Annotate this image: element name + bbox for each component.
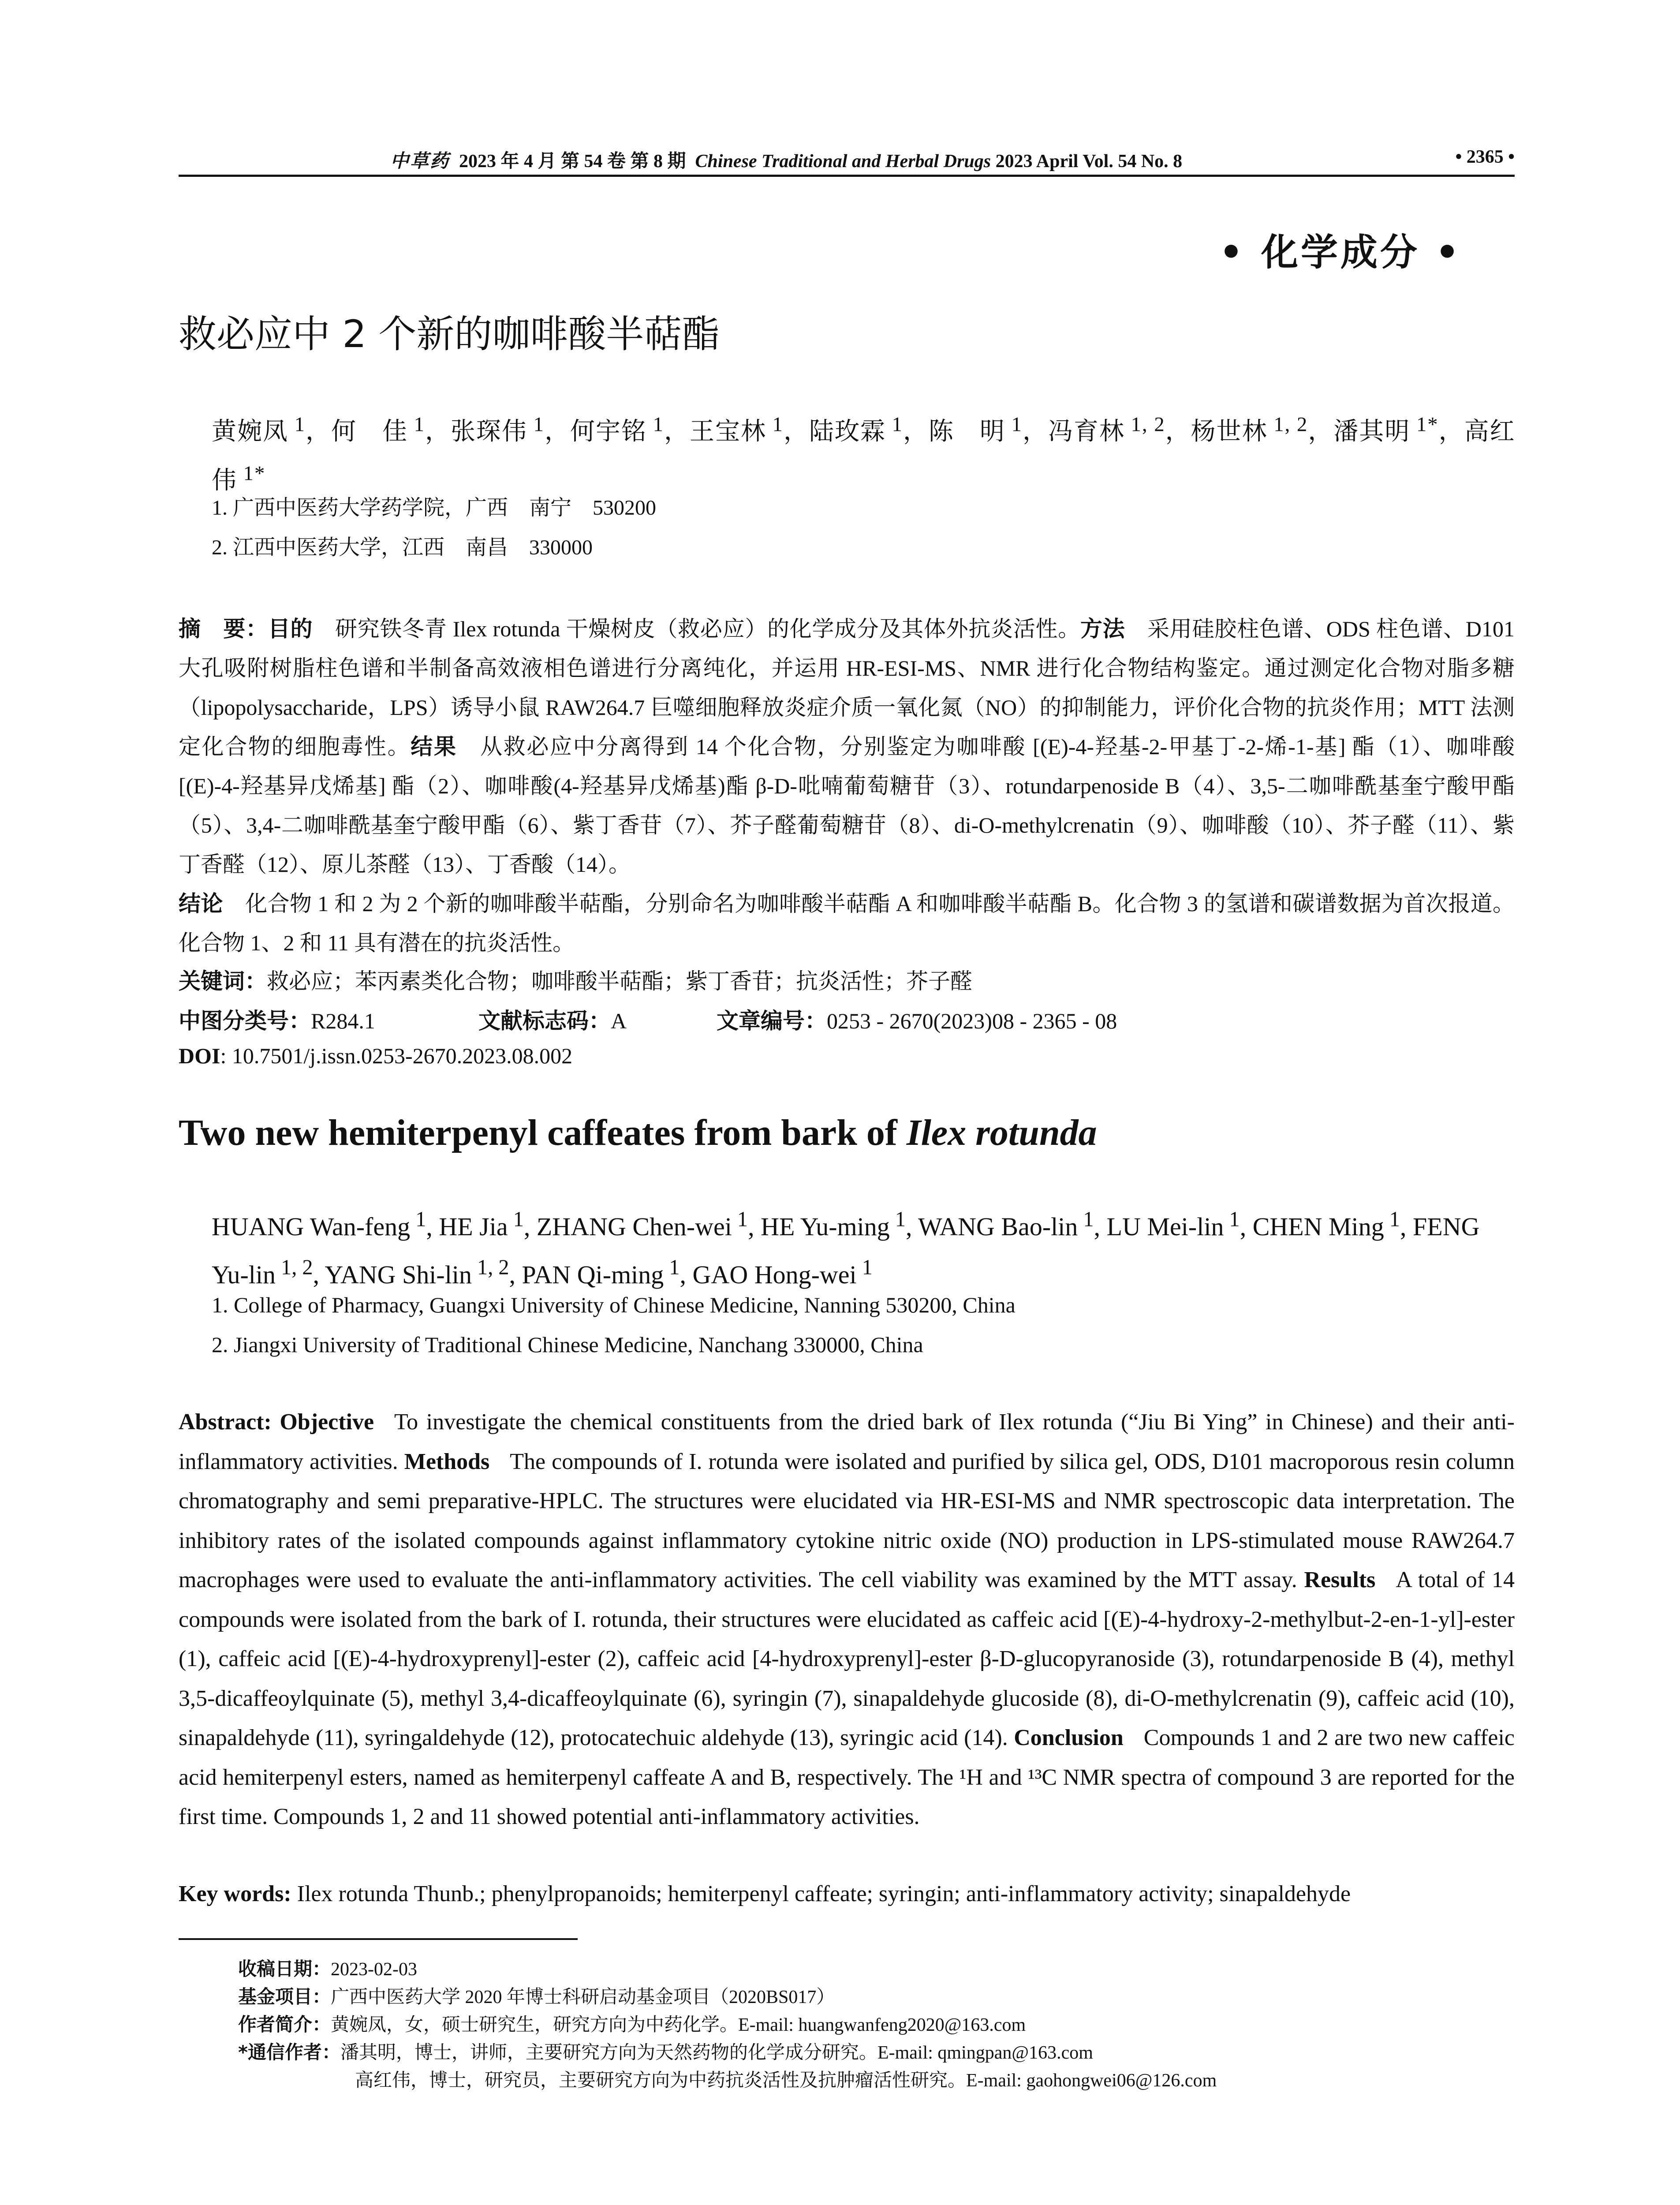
title-en-italic: Ilex rotunda — [906, 1112, 1097, 1153]
authors-en: HUANG Wan-feng $^1$, HE Jia $^1$, ZHANG Chen-wei $^1$, HE Yu-ming $^1$, WANG Bao-lin $^1$, LU Mei-lin $^1$, CHEN Ming $^1$, FENG Yu-lin $^{1, 2}$, YANG Shi-lin $^{1, 2}$, PAN Qi-ming $^1$, GAO Hong-wei $^1$ — [212, 1208, 1480, 1289]
results-label-en: Results — [1304, 1567, 1376, 1592]
footnote-label: 作者简介： — [238, 2014, 331, 2035]
author-name: 陆玫霖 — [809, 418, 886, 445]
author — [331, 413, 425, 445]
footnote-author-bio — [238, 2010, 1517, 2038]
abstract-label-cn: 摘 要： — [179, 616, 268, 642]
results-text-en: A total of 14 compounds were isolated from the bark of I. rotunda, their structures were elucidated as caffeic acid [(E)-4-hydroxy-2-methylbut-2-en-1-yl]-ester (1), caffeic acid [(E)-4-hydroxyprenyl]-ester (2), caffeic acid [4-hydroxyprenyl]-ester β-D-glucopyranoside (3), rotundarpenoside B (4), methyl 3,5-dicaffeoylquinate (5), methyl 3,4-dicaffeoylquinate (6), syringin (7), sinapaldehyde glucoside (8), di-O-methylcrenatin (9), caffeic acid (10), sinapaldehyde (11), syringaldehyde (12), protocatechuic aldehyde (13), syringic acid (14). — [179, 1567, 1515, 1750]
doc-code-label: 文献标志码： — [478, 1008, 611, 1034]
author-affiliation-mark: 1 — [766, 413, 784, 436]
author-affiliation-mark: 1 — [889, 1208, 906, 1231]
author — [692, 1256, 873, 1289]
author — [1106, 1208, 1240, 1241]
authors-cn: 黄婉凤 $^1$，何 佳 $^1$，张琛伟 $^1$，何宇铭 $^1$，王宝林 $^1$，陆玫霖 $^1$，陈 明 $^1$，冯育林 $^{1, 2}$，杨世林 $^{1, 2}$，潘其明 $^{1*}$，高红伟 $^{1*}$ — [212, 413, 1516, 495]
author-affiliation-mark: 1 — [1384, 1208, 1400, 1231]
results-text-cn: 从救必应中分离得到 14 个化合物，分别鉴定为咖啡酸 [(E)-4-羟基-2-甲基丁-2-烯-1-基] 酯（1）、咖啡酸 [(E)-4-羟基异戊烯基] 酯（2）、咖啡酸(4-羟基异戊烯基)酯 β-D-吡喃葡萄糖苷（3）、rotundarpenoside B（4）、3,5-二咖啡酰基奎宁酸甲酯（5）、3,4-二咖啡酰基奎宁酸甲酯（6）、紫丁香苷（7）、芥子醛葡萄糖苷（8）、di-O-methylcrenatin（9）、咖啡酸（10）、芥子醛（11）、紫丁香醛（12）、原儿茶醛（13）、丁香酸（14）。 — [179, 734, 1515, 877]
author — [809, 413, 903, 445]
author-affiliation-mark: 1* — [1410, 413, 1439, 436]
clc-value: R284.1 — [311, 1009, 375, 1033]
affiliation-en-1: 1. College of Pharmacy, Guangxi University of Chinese Medicine, Nanning 530200, China — [212, 1293, 1015, 1317]
author-affiliation-mark: 1, 2 — [1125, 413, 1165, 436]
conclusion-text-cn: 化合物 1 和 2 为 2 个新的咖啡酸半萜酯，分别命名为咖啡酸半萜酯 A 和咖啡酸半萜酯 B。化合物 3 的氢谱和碳谱数据为首次报道。化合物 1、2 和 11 具有潜在的抗炎活性。 — [179, 891, 1515, 955]
conclusion-label-cn: 结论 — [179, 891, 223, 916]
methods-label-en: Methods — [404, 1449, 490, 1474]
author-name: PAN Qi-ming — [522, 1260, 664, 1289]
keywords-en — [179, 1881, 1515, 1907]
author-name: YANG Shi-lin — [325, 1260, 472, 1289]
section-label: • 化学成分 • — [1219, 231, 1462, 274]
article-number-label: 文章编号： — [717, 1008, 827, 1034]
author-name: HE Yu-ming — [761, 1212, 890, 1241]
footnote-label: 基金项目： — [238, 1986, 331, 2007]
author — [325, 1256, 509, 1289]
author — [690, 413, 784, 445]
author — [212, 1208, 426, 1241]
author-affiliation-mark: 1 — [664, 1256, 680, 1279]
author — [536, 1208, 748, 1241]
author-name: 何宇铭 — [570, 418, 647, 445]
footnote-text: 潘其明，博士，讲师，主要研究方向为天然药物的化学成分研究。E-mail: qmingpan@163.com — [340, 2043, 1093, 2063]
keywords-text-cn: 救必应；苯丙素类化合物；咖啡酸半萜酯；紫丁香苷；抗炎活性；芥子醛 — [267, 969, 972, 994]
author-name: FENG Yu-lin — [212, 1212, 1480, 1289]
clc-label: 中图分类号： — [179, 1008, 311, 1034]
author-affiliation-mark: 1 — [647, 413, 664, 436]
doi-line — [179, 1043, 1515, 1069]
author-name: 高红伟 — [212, 418, 1516, 495]
footnotes — [238, 1955, 1517, 2093]
methods-text-en: The compounds of I. rotunda were isolated and purified by silica gel, ODS, D101 macroporous resin column chromatography and semi preparative-HPLC. The structures were elucidated via HR-ESI-MS and NMR spectroscopic data interpretation. The inhibitory rates of the isolated compounds against inflammatory cytokine nitric oxide (NO) production in LPS-stimulated mouse RAW264.7 macrophages were used to evaluate the anti-inflammatory activities. The cell viability was examined by the MTT assay. — [179, 1449, 1515, 1592]
footnote-label: *通信作者： — [238, 2041, 340, 2063]
author-name: 何 佳 — [331, 418, 408, 445]
author — [522, 1256, 680, 1289]
abstract-en — [179, 1402, 1515, 1837]
conclusion-label-en: Conclusion — [1014, 1725, 1124, 1750]
keywords-cn — [179, 964, 1515, 995]
issue-cn: 2023 年 4 月 第 54 卷 第 8 期 — [459, 151, 686, 172]
author-affiliation-mark: 1 — [1224, 1208, 1240, 1231]
footnote-text: 高红伟，博士，研究员，主要研究方向为中药抗炎活性及抗肿瘤活性研究。E-mail: gaohongwei06@126.com — [355, 2070, 1217, 2091]
author-affiliation-mark: 1 — [527, 413, 545, 436]
page-number: • 2365 • — [1455, 147, 1515, 167]
affiliation-cn-1: 1. 广西中医药大学药学院，广西 南宁 530200 — [212, 496, 657, 519]
author-name: GAO Hong-wei — [692, 1260, 857, 1289]
footnote-divider — [179, 1938, 578, 1940]
author-affiliation-mark: 1 — [1078, 1208, 1094, 1231]
author — [1333, 413, 1439, 445]
author-name: WANG Bao-lin — [918, 1212, 1078, 1241]
author-name: 黄婉凤 — [212, 418, 288, 445]
footnote-text: 2023-02-03 — [331, 1959, 417, 1980]
keywords-text-en: Ilex rotunda Thunb.; phenylpropanoids; hemiterpenyl caffeate; syringin; anti-inflammatory activity; sinapaldehyde — [297, 1881, 1351, 1906]
objective-label-cn: 目的 — [268, 616, 313, 642]
classification-line — [179, 1003, 1515, 1035]
issue-en: 2023 April Vol. 54 No. 8 — [995, 151, 1183, 172]
methods-label-cn: 方法 — [1080, 616, 1125, 642]
footnote-funding — [238, 1982, 1517, 2010]
author-name: 陈 明 — [929, 418, 1005, 445]
author-name: HE Jia — [439, 1212, 508, 1241]
author — [451, 413, 545, 445]
footnote-corresponding-1 — [238, 2038, 1517, 2066]
abstract-label-en: Abstract: — [179, 1409, 272, 1435]
author-affiliation-mark: 1 — [288, 413, 306, 436]
footnote-text: 广西中医药大学 2020 年博士科研启动基金项目（2020BS017） — [331, 1987, 835, 2007]
author — [761, 1208, 906, 1241]
journal-name-en: Chinese Traditional and Herbal Drugs — [695, 151, 991, 172]
author — [570, 413, 664, 445]
footnote-received — [238, 1955, 1517, 1982]
doc-code-value: A — [611, 1009, 627, 1033]
author-affiliation-mark: 1, 2 — [471, 1256, 509, 1279]
author-name: ZHANG Chen-wei — [536, 1212, 732, 1241]
author-name: HUANG Wan-feng — [212, 1212, 411, 1241]
running-header — [179, 140, 1515, 177]
author-name: LU Mei-lin — [1106, 1212, 1224, 1241]
author — [212, 413, 306, 445]
author — [1252, 1208, 1400, 1241]
objective-label-en: Objective — [280, 1409, 374, 1435]
author-name: 冯育林 — [1048, 418, 1125, 445]
author-affiliation-mark: 1 — [410, 1208, 426, 1231]
author — [1048, 413, 1165, 445]
author-affiliation-mark: 1, 2 — [276, 1256, 313, 1279]
keywords-label-cn: 关键词： — [179, 968, 267, 994]
methods-text-cn: 采用硅胶柱色谱、ODS 柱色谱、D101 大孔吸附树脂柱色谱和半制备高效液相色谱进行分离纯化，并运用 HR-ESI-MS、NMR 进行化合物结构鉴定。通过测定化合物对脂多糖（lipopolysaccharide，LPS）诱导小鼠 RAW264.7 巨噬细胞释放炎症介质一氧化氮（NO）的抑制能力，评价化合物的抗炎作用；MTT 法测定化合物的细胞毒性。 — [179, 617, 1515, 759]
author — [1191, 413, 1308, 445]
doi-value: : 10.7501/j.issn.0253-2670.2023.08.002 — [220, 1043, 573, 1068]
author-name: 潘其明 — [1333, 418, 1411, 445]
author-affiliation-mark: 1 — [886, 413, 903, 436]
author-affiliation-mark: 1 — [732, 1208, 748, 1231]
conclusion-text-en: Compounds 1 and 2 are two new caffeic acid hemiterpenyl esters, named as hemiterpenyl caffeate A and B, respectively. The ¹H and ¹³C NMR spectra of compound 3 are reported for the first time. Compounds 1, 2 and 11 showed potential anti-inflammatory activities. — [179, 1725, 1515, 1829]
author — [929, 413, 1023, 445]
journal-name-cn: 中草药 — [390, 151, 450, 172]
title-en-text: Two new hemiterpenyl caffeates from bark of — [179, 1112, 897, 1153]
author-affiliation-mark: 1 — [856, 1256, 873, 1279]
author-affiliation-mark: 1 — [1005, 413, 1023, 436]
affiliation-cn-2: 2. 江西中医药大学，江西 南昌 330000 — [212, 536, 593, 559]
objective-text-cn: 研究铁冬青 Ilex rotunda 干燥树皮（救必应）的化学成分及其体外抗炎活性。 — [335, 617, 1080, 641]
abstract-cn — [179, 609, 1515, 963]
results-label-cn: 结果 — [411, 734, 457, 759]
author — [439, 1208, 524, 1241]
objective-text-en: To investigate the chemical constituents from the dried bark of Ilex rotunda (“Jiu Bi Ying” in Chinese) and their anti-inflammatory activities. — [179, 1409, 1515, 1474]
journal-header — [390, 146, 1182, 173]
affiliation-en-2: 2. Jiangxi University of Traditional Chinese Medicine, Nanchang 330000, China — [212, 1332, 923, 1357]
author-affiliation-mark: 1 — [408, 413, 425, 436]
author-name: 杨世林 — [1191, 418, 1268, 445]
keywords-label-en: Key words: — [179, 1881, 291, 1906]
title-en — [179, 1111, 1097, 1154]
author-affiliation-mark: 1 — [508, 1208, 524, 1231]
author-name: 王宝林 — [690, 418, 766, 445]
author-name: 张琛伟 — [451, 418, 527, 445]
author-affiliation-mark: 1, 2 — [1267, 413, 1308, 436]
doi-label: DOI — [179, 1043, 220, 1068]
footnote-label: 收稿日期： — [238, 1958, 331, 1980]
title-cn: 救必应中 2 个新的咖啡酸半萜酯 — [179, 312, 720, 356]
author-affiliation-mark: 1* — [237, 462, 266, 485]
footnote-text: 黄婉凤，女，硕士研究生，研究方向为中药化学。E-mail: huangwanfeng2020@163.com — [331, 2015, 1026, 2035]
author — [918, 1208, 1094, 1241]
author-name: CHEN Ming — [1252, 1212, 1384, 1241]
article-number-value: 0253 - 2670(2023)08 - 2365 - 08 — [827, 1009, 1117, 1033]
footnote-corresponding-2 — [238, 2066, 1517, 2093]
